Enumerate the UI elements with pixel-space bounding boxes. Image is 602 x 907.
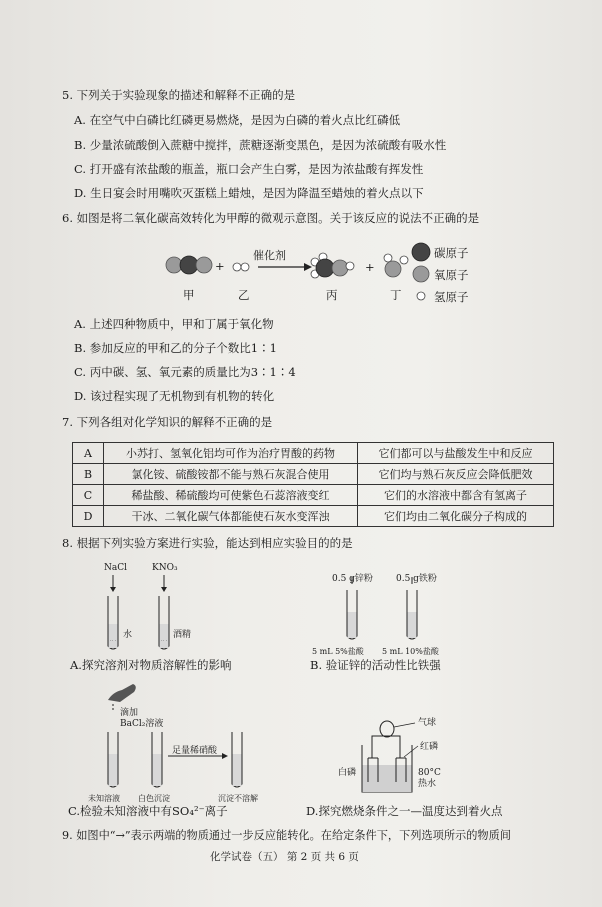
row-explanation: 它们都可以与盐酸发生中和反应: [358, 443, 554, 464]
q7-stem: 7. 下列各组对化学知识的解释不正确的是: [62, 415, 273, 429]
catalyst-label: 催化剂: [253, 249, 286, 262]
d-temp-label: 80°C: [418, 768, 441, 778]
q5-option-b: B. 少量浓硫酸倒入蔗糖中搅拌，蔗糖逐渐变黑色，是因为浓硫酸有吸水性: [74, 138, 447, 152]
caption-c: C.检验未知溶液中有SO₄²⁻离子: [68, 804, 228, 818]
a-liquid-water: 水: [123, 630, 133, 640]
c-tube2-label: 白色沉淀: [138, 794, 170, 803]
b-reagent-iron: 0.5 g铁粉: [396, 574, 437, 584]
q5-option-a: A. 在空气中白磷比红磷更易燃烧，是因为白磷的着火点比红磷低: [74, 113, 401, 127]
label-yi: 乙: [238, 288, 250, 302]
row-letter: D: [73, 506, 104, 527]
svg-text:·· ·: ·· ·: [161, 638, 168, 644]
table-row: [73, 443, 554, 464]
row-letter: C: [73, 485, 104, 506]
row-explanation: 它们均由二氧化碳分子构成的: [358, 506, 554, 527]
q6-option-d: D. 该过程实现了无机物到有机物的转化: [74, 389, 275, 403]
row-letter: B: [73, 464, 104, 485]
q5-option-d: D. 生日宴会时用嘴吹灭蛋糕上蜡烛，是因为降温至蜡烛的着火点以下: [74, 186, 424, 200]
caption-b: B. 验证锌的活动性比铁强: [310, 658, 441, 672]
c-tube3-label: 沉淀不溶解: [218, 794, 258, 803]
legend-oxygen: 氧原子: [434, 268, 469, 282]
q7-table: [72, 442, 554, 527]
a-reagent-nacl: NaCl: [104, 563, 128, 573]
d-white-label: 白磷: [338, 768, 357, 778]
plus-sign-1: +: [215, 259, 225, 273]
c-reagent-label: BaCl₂溶液: [120, 719, 164, 729]
q6-option-a: A. 上述四种物质中，甲和丁属于氧化物: [74, 317, 274, 331]
legend-carbon-icon: [412, 243, 430, 261]
table-row: [73, 485, 554, 506]
table-row: [73, 506, 554, 527]
b-liquid-1: 5 mL 5%盐酸: [312, 647, 364, 656]
row-explanation: 它们的水溶液中都含有氢离子: [358, 485, 554, 506]
b-reagent-zinc: 0.5 g锌粉: [332, 574, 373, 584]
c-drop-label: 滴加: [120, 708, 139, 718]
figure-d: [362, 721, 418, 792]
label-jia: 甲: [183, 288, 195, 302]
table-row: [73, 464, 554, 485]
row-fact: 氯化铵、硫酸铵都不能与熟石灰混合使用: [104, 464, 358, 485]
molecule-bing: [311, 253, 354, 278]
figure-c: [108, 684, 242, 787]
page-footer: 化学试卷（五） 第 2 页 共 6 页: [210, 851, 359, 863]
caption-a: A.探究溶剂对物质溶解性的影响: [70, 658, 232, 672]
legend-hydrogen: 氢原子: [434, 290, 469, 304]
legend-oxygen-icon: [413, 266, 429, 282]
molecule-ding: [384, 254, 408, 277]
q5-option-c: C. 打开盛有浓盐酸的瓶盖，瓶口会产生白雾，是因为浓盐酸有挥发性: [74, 162, 424, 176]
figure-a: [108, 575, 169, 649]
q6-option-c: C. 丙中碳、氢、氧元素的质量比为3∶1∶4: [74, 365, 296, 379]
q6-option-b: B. 参加反应的甲和乙的分子个数比1∶1: [74, 341, 277, 355]
row-fact: 稀盐酸、稀硫酸均可使紫色石蕊溶液变红: [104, 485, 358, 506]
row-fact: 干冰、二氧化碳气体都能使石灰水变浑浊: [104, 506, 358, 527]
label-bing: 丙: [326, 288, 338, 302]
d-red-label: 红磷: [420, 742, 439, 752]
q5-stem: 5. 下列关于实验现象的描述和解释不正确的是: [62, 88, 296, 102]
q9-stem: 9. 如图中“→”表示两端的物质通过一步反应能转化。在给定条件下，下列选项所示的物质间: [62, 829, 511, 842]
c-arrow-label: 足量稀硝酸: [172, 746, 218, 756]
molecule-yi: [233, 263, 249, 271]
q6-stem: 6. 如图是将二氧化碳高效转化为甲醇的微观示意图。关于该反应的说法不正确的是: [62, 211, 480, 225]
svg-text:·· ·: ·· ·: [110, 638, 117, 644]
row-letter: A: [73, 443, 104, 464]
d-balloon-label: 气球: [418, 718, 437, 728]
figure-b: [347, 577, 417, 639]
d-water-label: 热水: [418, 779, 437, 789]
legend-hydrogen-icon: [417, 292, 425, 300]
row-fact: 小苏打、氢氧化铝均可作为治疗胃酸的药物: [104, 443, 358, 464]
a-liquid-alcohol: 酒精: [173, 630, 192, 640]
b-liquid-2: 5 mL 10%盐酸: [382, 647, 439, 656]
label-ding: 丁: [390, 288, 402, 302]
molecule-jia: [166, 256, 212, 274]
row-explanation: 它们均与熟石灰反应会降低肥效: [358, 464, 554, 485]
c-tube1-label: 未知溶液: [88, 794, 120, 803]
legend-carbon: 碳原子: [434, 246, 469, 260]
caption-d: D.探究燃烧条件之一—温度达到着火点: [306, 804, 503, 818]
q8-stem: 8. 根据下列实验方案进行实验，能达到相应实验目的的是: [62, 536, 353, 550]
plus-sign-2: +: [365, 260, 375, 274]
a-reagent-kno3: KNO₃: [152, 563, 178, 573]
